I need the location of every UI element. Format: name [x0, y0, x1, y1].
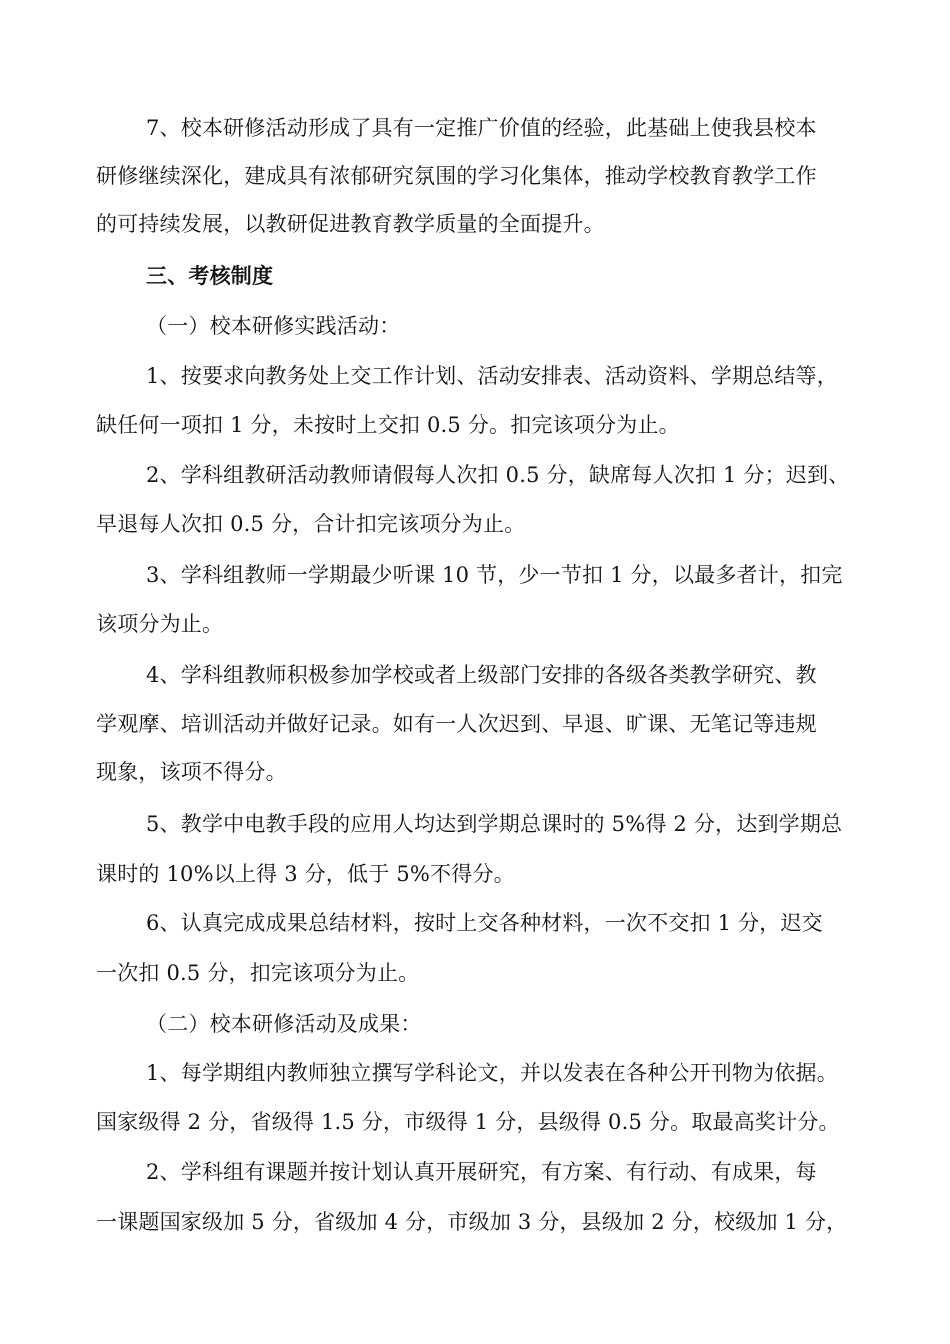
text-line: 3、学科组教师一学期最少听课 10 节，少一节扣 1 分，以最多者计，扣完 [146, 563, 843, 587]
text-line: 缺任何一项扣 1 分，未按时上交扣 0.5 分。扣完该项分为止。 [96, 413, 680, 437]
text-line: 学观摩、培训活动并做好记录。如有一人次迟到、早退、旷课、无笔记等违规 [96, 712, 817, 736]
text-line: 6、认真完成成果总结材料，按时上交各种材料，一次不交扣 1 分，迟交 [146, 911, 823, 935]
text-line: 的可持续发展，以教研促进教育教学质量的全面提升。 [96, 212, 605, 236]
text-line: 早退每人次扣 0.5 分，合计扣完该项分为止。 [96, 512, 526, 536]
text-line: 7、校本研修活动形成了具有一定推广价值的经验，此基础上使我县校本 [146, 116, 817, 140]
text-line: 现象，该项不得分。 [96, 760, 287, 784]
text-line: 课时的 10%以上得 3 分，低于 5%不得分。 [96, 862, 515, 886]
text-line: 2、学科组教研活动教师请假每人次扣 0.5 分，缺席每人次扣 1 分；迟到、 [146, 463, 850, 487]
subsection-heading: （一）校本研修实践活动： [146, 314, 401, 338]
section-heading: 三、考核制度 [146, 263, 274, 288]
text-line: 国家级得 2 分，省级得 1.5 分，市级得 1 分，县级得 0.5 分。取最高奖计分。 [96, 1110, 840, 1134]
text-line: 研修继续深化，建成具有浓郁研究氛围的学习化集体，推动学校教育教学工作 [96, 164, 817, 188]
text-line: 1、每学期组内教师独立撰写学科论文，并以发表在各种公开刊物为依据。 [146, 1061, 838, 1085]
text-line: 1、按要求向教务处上交工作计划、活动安排表、活动资料、学期总结等， [146, 364, 838, 388]
text-line: 5、教学中电教手段的应用人均达到学期总课时的 5%得 2 分，达到学期总 [146, 812, 843, 836]
text-line: 一课题国家级加 5 分，省级加 4 分，市级加 3 分，县级加 2 分，校级加 1 分， [96, 1210, 848, 1234]
text-line: 4、学科组教师积极参加学校或者上级部门安排的各级各类教学研究、教 [146, 663, 817, 687]
text-line: 2、学科组有课题并按计划认真开展研究，有方案、有行动、有成果，每 [146, 1160, 817, 1184]
text-line: 该项分为止。 [96, 612, 224, 636]
text-line: 一次扣 0.5 分，扣完该项分为止。 [96, 961, 420, 985]
subsection-heading: （二）校本研修活动及成果： [146, 1012, 422, 1036]
